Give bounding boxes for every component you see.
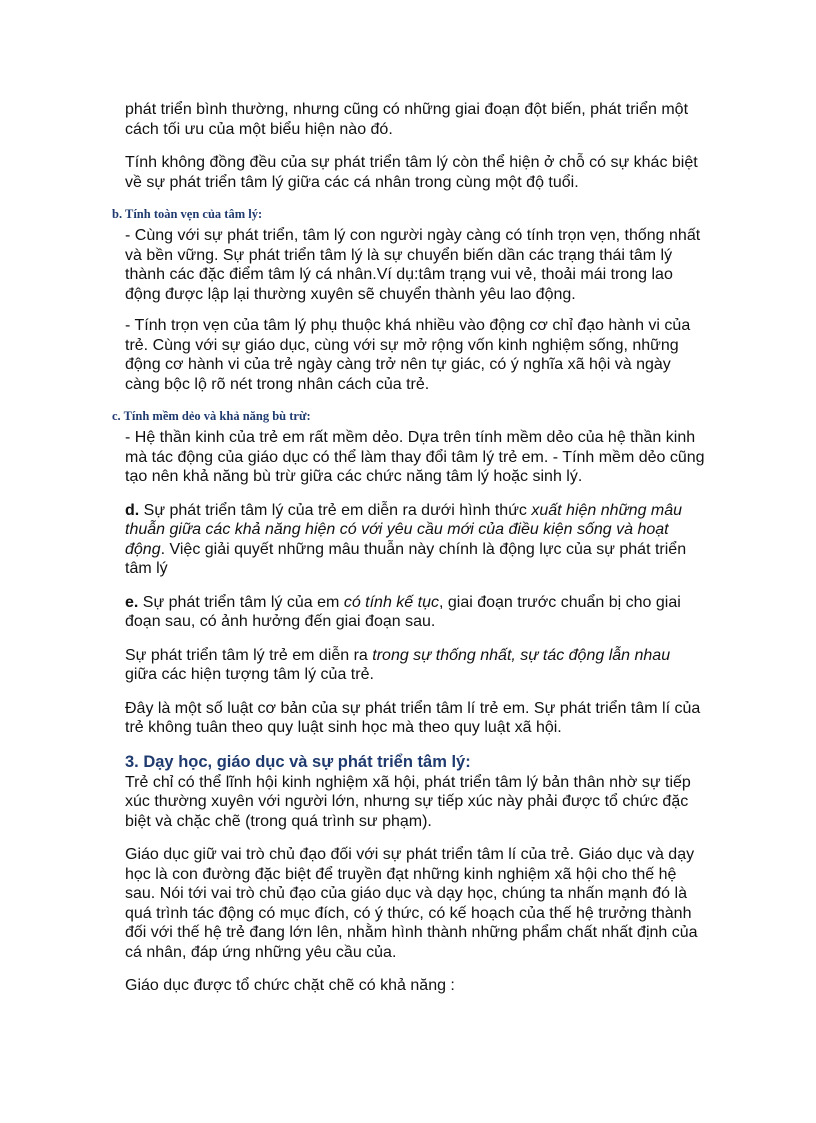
text-d-italic: xuất hiện những mâu thuẫn giữa các khả năng hiện có với yêu cầu mới của điều kiện sống và hoạt động — [125, 501, 683, 558]
paragraph-summary: Đây là một số luật cơ bản của sự phát triển tâm lí trẻ em. Sự phát triển tâm lí của trẻ không tuân theo quy luật sinh học mà theo quy luật xã hội. — [125, 699, 701, 736]
text-unity-before: Sự phát triển tâm lý trẻ em diễn ra — [125, 646, 373, 664]
paragraph-individual-differences: Tính không đồng đều của sự phát triển tâm lý còn thể hiện ở chỗ có sự khác biệt về sự phát triển tâm lý giữa các cá nhân trong cùng một độ tuổi. — [125, 154, 698, 191]
paragraph-3-2: Giáo dục giữ vai trò chủ đạo đối với sự phát triển tâm lí của trẻ. Giáo dục và dạy học là con đường đặc biệt để truyền đạt những kinh nghiệm xã hội cho thế hệ sau. Nói tới vai trò chủ đạo của giáo dục và dạy học, chúng ta nhấn mạnh đó là quá trình tác động có mục đích, có ý thức, có kế hoạch của thế hệ trưởng thành đối với thế hệ trẻ đang lớn lên, nhằm hình thành những phẩm chất nhất định của cá nhân, đáp ứng những yêu cầu của. — [125, 846, 698, 961]
paragraph-b-1: - Cùng với sự phát triển, tâm lý con người ngày càng có tính trọn vẹn, thống nhất và bền vững. Sự phát triển tâm lý là sự chuyển biến dần các trạng thái tâm lý thành các đặc điểm tâm lý cá nhân.Ví dụ:tâm trạng vui vẻ, thoải mái trong lao động được lập lại thường xuyên sẽ chuyển thành yêu lao động. — [125, 227, 701, 303]
heading-section-b: b. Tính toàn vẹn của tâm lý: — [112, 207, 263, 221]
paragraph-d — [125, 501, 706, 579]
paragraph-b-2: - Tính trọn vẹn của tâm lý phụ thuộc khá nhiều vào động cơ chỉ đạo hành vi của trẻ. Cùng với sự giáo dục, cùng với sự mở rộng vốn kinh nghiệm sống, những động cơ hành vi của trẻ ngày càng trở nên tự giác, có ý nghĩa xã hội và ngày càng bộc lộ rõ nét trong nhân cách của trẻ. — [125, 317, 691, 393]
label-e: e. — [125, 593, 139, 611]
paragraph-unity — [125, 646, 706, 685]
heading-section-c: c. Tính mềm dẻo và khả năng bù trừ: — [112, 409, 311, 423]
text-unity-italic: trong sự thống nhất, sự tác động lẫn nhau — [372, 646, 671, 664]
text-e-after: , giai đoạn trước chuẩn bị cho giai đoạn sau, có ảnh hưởng đến giai đoạn sau. — [125, 593, 681, 630]
paragraph-3-1: Trẻ chỉ có thể lĩnh hội kinh nghiệm xã hội, phát triển tâm lý bản thân nhờ sự tiếp xúc thường xuyên với người lớn, nhưng sự tiếp xúc này phải được tổ chức đặc biệt và chặc chẽ (trong quá trình sư phạm). — [125, 773, 691, 830]
paragraph-3-3: Giáo dục được tổ chức chặt chẽ có khả năng : — [125, 977, 455, 994]
paragraph-c-1: - Hệ thần kinh của trẻ em rất mềm dẻo. Dựa trên tính mềm dẻo của hệ thần kinh mà tác động của giáo dục có thể làm thay đổi tâm lý trẻ em. - Tính mềm dẻo cũng tạo nên khả năng bù trừ giữa các chức năng tâm lý hoặc sinh lý. — [125, 429, 705, 485]
paragraph-development-uneven: phát triển bình thường, nhưng cũng có những giai đoạn đột biến, phát triển một cách tối ưu của một biểu hiện nào đó. — [125, 101, 689, 138]
label-d: d. — [125, 501, 140, 519]
heading-section-3: 3. Dạy học, giáo dục và sự phát triển tâm lý: — [125, 752, 471, 771]
text-d-after: . Việc giải quyết những mâu thuẫn này chính là động lực của sự phát triển tâm lý — [125, 540, 687, 577]
text-unity-after: giữa các hiện tượng tâm lý của trẻ. — [125, 666, 374, 683]
text-e-italic: có tính kế tục — [343, 593, 439, 611]
paragraph-e — [125, 593, 706, 632]
text-e-before: Sự phát triển tâm lý của em — [138, 593, 344, 611]
text-d-before: Sự phát triển tâm lý của trẻ em diễn ra dưới hình thức — [139, 501, 532, 519]
